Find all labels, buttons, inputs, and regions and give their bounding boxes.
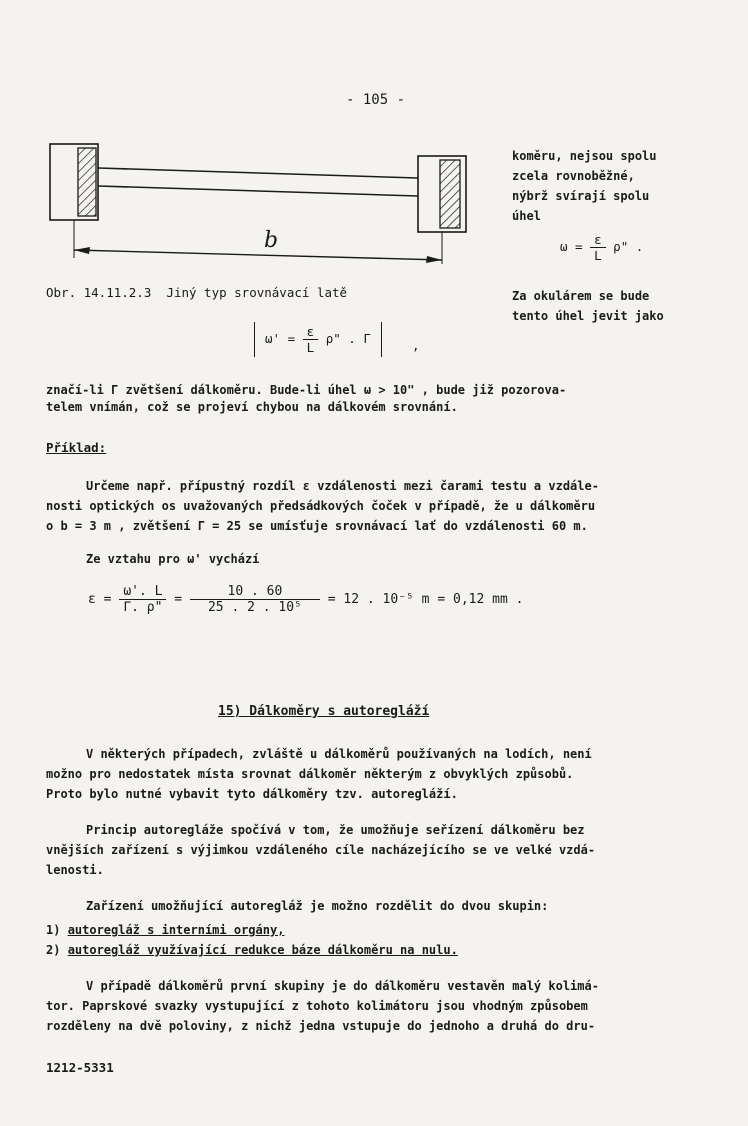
example-line: nosti optických os uvažovaných předsádkových čoček v případě, že u dálkoměru bbox=[46, 499, 596, 513]
example-text bbox=[46, 476, 706, 536]
section-title: 15) Dálkoměry s autoregláží bbox=[218, 704, 430, 719]
right-hatch bbox=[440, 160, 460, 228]
boxed-lhs: ω' = bbox=[265, 331, 296, 346]
section-paragraph-3 bbox=[46, 896, 706, 916]
right-column-text bbox=[512, 146, 657, 226]
calc-den1: Γ. ρ" bbox=[123, 600, 163, 615]
boxed-den: L bbox=[306, 340, 315, 355]
list-text: autoregláž využívající redukce báze dálkoměru na nulu. bbox=[67, 943, 458, 957]
example-relation: Ze vztahu pro ω' vychází bbox=[86, 552, 260, 566]
dimension-label: b bbox=[264, 228, 279, 253]
calc-lhs: ε = bbox=[88, 592, 112, 607]
section-line: lenosti. bbox=[46, 863, 104, 877]
calc-den2: 25 . 2 . 10⁵ bbox=[207, 600, 302, 615]
right-column-text-2 bbox=[512, 286, 664, 326]
right-line: nýbrž svírají spolu bbox=[512, 189, 650, 203]
omega-formula bbox=[560, 232, 643, 263]
bar-top bbox=[98, 168, 418, 178]
last-paragraph bbox=[46, 976, 706, 1036]
calc-num2: 10 . 60 bbox=[190, 584, 320, 600]
last-line: rozděleny na dvě poloviny, z nichž jedna vstupuje do jednoho a druhá do dru- bbox=[46, 1019, 596, 1033]
calc-result: = 12 . 10⁻⁵ m = 0,12 mm . bbox=[327, 592, 524, 607]
figure-caption bbox=[46, 285, 347, 300]
caption-text: Jiný typ srovnávací latě bbox=[166, 285, 348, 300]
example-calculation bbox=[88, 584, 523, 615]
caption-number: Obr. 14.11.2.3 bbox=[46, 285, 152, 300]
formula-num: ε bbox=[590, 232, 606, 248]
paragraph-1 bbox=[46, 382, 706, 416]
right-line: koměru, nejsou spolu bbox=[512, 149, 657, 163]
calc-eq: = bbox=[174, 592, 183, 607]
last-line: V případě dálkoměrů první skupiny je do dálkoměru vestavěn malý kolimá- bbox=[86, 979, 599, 993]
para1-line: značí-li Γ zvětšení dálkoměru. Bude-li úhel ω > 10" , bude již pozorova- bbox=[46, 383, 567, 397]
staff-figure bbox=[44, 138, 474, 272]
example-heading: Příklad: bbox=[46, 440, 107, 455]
list-item bbox=[46, 940, 458, 960]
section-line: V některých případech, zvláště u dálkoměrů používaných na lodích, není bbox=[86, 747, 592, 761]
formula-den: L bbox=[594, 248, 602, 263]
right-line: zcela rovnoběžné, bbox=[512, 169, 635, 183]
para1-line: telem vnímán, což se projeví chybou na dálkovém srovnání. bbox=[46, 400, 458, 414]
section-line: Princip autoregláže spočívá v tom, že umožňuje seřízení dálkoměru bez bbox=[86, 823, 585, 837]
boxed-num: ε bbox=[303, 324, 319, 340]
example-line: Určeme např. přípustný rozdíl ε vzdálenosti mezi čarami testu a vzdále- bbox=[86, 479, 599, 493]
formula-rest: ρ" . bbox=[613, 239, 644, 254]
dimension-line bbox=[74, 250, 442, 260]
formula-lhs: ω = bbox=[560, 239, 583, 254]
list-number: 1) bbox=[46, 923, 61, 937]
section-line: vnějších zařízení s výjimkou vzdáleného cíle nacházejícího se ve velké vzdá- bbox=[46, 843, 596, 857]
boxed-formula bbox=[254, 322, 382, 357]
left-hatch bbox=[78, 148, 96, 216]
section-line: Zařízení umožňující autoregláž je možno rozdělit do dvou skupin: bbox=[86, 899, 549, 913]
footer-code: 1212-5331 bbox=[46, 1060, 114, 1075]
page-number: - 105 - bbox=[346, 92, 406, 108]
section-line: možno pro nedostatek místa srovnat dálkoměr některým z obvyklých způsobů. bbox=[46, 767, 574, 781]
list-item bbox=[46, 920, 458, 940]
right-line: Za okulárem se bude bbox=[512, 289, 650, 303]
right-line: úhel bbox=[512, 209, 541, 223]
section-paragraph-1 bbox=[46, 744, 706, 804]
bar-bottom bbox=[98, 186, 418, 196]
section-paragraph-2 bbox=[46, 820, 706, 880]
calc-num1: ω'. L bbox=[119, 584, 166, 600]
section-line: Proto bylo nutné vybavit tyto dálkoměry tzv. autoregláží. bbox=[46, 787, 458, 801]
autoreglaz-list bbox=[46, 920, 458, 960]
boxed-trailing: , bbox=[412, 338, 420, 353]
example-line: o b = 3 m , zvětšení Γ = 25 se umísťuje srovnávací lať do vzdálenosti 60 m. bbox=[46, 519, 588, 533]
list-text: autoregláž s interními orgány, bbox=[67, 923, 285, 937]
boxed-rest: ρ" . Γ bbox=[325, 331, 371, 346]
list-number: 2) bbox=[46, 943, 61, 957]
last-line: tor. Paprskové svazky vystupující z tohoto kolimátoru jsou vhodným způsobem bbox=[46, 999, 588, 1013]
right-line: tento úhel jevit jako bbox=[512, 309, 664, 323]
